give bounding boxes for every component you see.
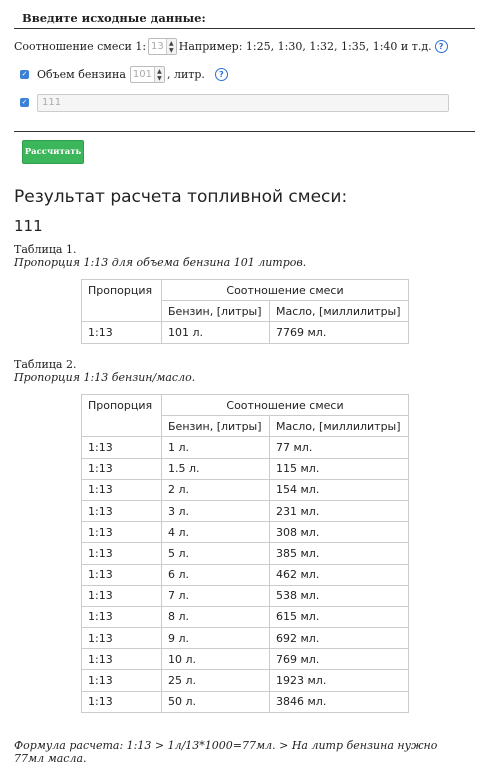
cell-petrol: 6 л. (162, 564, 270, 585)
table2-header-petrol: Бензин, [литры] (162, 416, 270, 437)
table2-header-mix: Соотношение смеси (162, 395, 409, 416)
cell-petrol: 50 л. (162, 691, 270, 712)
volume-label: Объем бензина (37, 68, 126, 81)
volume-unit: , литр. (166, 68, 205, 81)
cell-oil: 692 мл. (270, 628, 409, 649)
cell-oil: 7769 мл. (270, 322, 409, 343)
cell-proportion: 1:13 (82, 649, 162, 670)
cell-oil: 308 мл. (270, 522, 409, 543)
table2-header-oil: Масло, [миллилитры] (270, 416, 409, 437)
table-row (82, 649, 409, 670)
table2-caption (14, 358, 195, 384)
cell-oil: 115 мл. (270, 458, 409, 479)
cell-oil: 1923 мл. (270, 670, 409, 691)
cell-petrol: 4 л. (162, 522, 270, 543)
ratio-input[interactable] (148, 38, 177, 55)
table-row (82, 500, 409, 521)
extra-input[interactable]: 111 (37, 94, 449, 112)
ratio-value: 13 (151, 41, 164, 52)
volume-value: 101 (132, 69, 152, 80)
cell-petrol: 9 л. (162, 628, 270, 649)
table1-header-proportion: Пропорция (82, 280, 162, 322)
calculate-button[interactable]: Рассчитать (22, 140, 84, 164)
table-2 (81, 394, 409, 713)
result-subheading: 111 (14, 217, 43, 235)
ratio-example: Например: 1:25, 1:30, 1:32, 1:35, 1:40 и т.д. (178, 40, 432, 53)
result-heading: Результат расчета топливной смеси: (14, 187, 348, 207)
cell-proportion: 1:13 (82, 522, 162, 543)
ratio-row (14, 38, 448, 55)
spinner-arrows-icon[interactable]: ▲ ▼ (154, 67, 164, 82)
table-row (82, 522, 409, 543)
question-circle-icon[interactable]: ? (435, 40, 448, 53)
formula-text: Формула расчета: 1:13 > 1л/13*1000=77мл. > На литр бензина нужно 77мл масла. (14, 739, 438, 765)
table-row (82, 585, 409, 606)
table2-number: Таблица 2. (14, 358, 77, 371)
cell-oil: 77 мл. (270, 437, 409, 458)
volume-input[interactable] (130, 66, 165, 83)
table2-header-proportion: Пропорция (82, 395, 162, 437)
cell-proportion: 1:13 (82, 564, 162, 585)
cell-petrol: 5 л. (162, 543, 270, 564)
question-circle-icon[interactable]: ? (215, 68, 228, 81)
cell-petrol: 1 л. (162, 437, 270, 458)
table1-number: Таблица 1. (14, 243, 77, 256)
table-row (82, 628, 409, 649)
cell-oil: 231 мл. (270, 500, 409, 521)
table1-caption (14, 243, 306, 269)
table1-description: Пропорция 1:13 для объема бензина 101 литров. (14, 256, 307, 269)
cell-petrol: 8 л. (162, 606, 270, 627)
table-1 (81, 279, 409, 344)
table-row (82, 691, 409, 712)
spinner-arrows-icon[interactable]: ▲ ▼ (166, 39, 176, 54)
cell-proportion: 1:13 (82, 500, 162, 521)
cell-proportion: 1:13 (82, 458, 162, 479)
table-row (82, 437, 409, 458)
cell-proportion: 1:13 (82, 606, 162, 627)
cell-oil: 769 мл. (270, 649, 409, 670)
volume-checkbox[interactable]: ✓ (21, 70, 28, 78)
volume-row (14, 66, 228, 83)
cell-petrol: 25 л. (162, 670, 270, 691)
cell-oil: 385 мл. (270, 543, 409, 564)
table-row (82, 670, 409, 691)
form-title: Введите исходные данные: (22, 11, 206, 25)
cell-petrol: 7 л. (162, 585, 270, 606)
cell-petrol: 10 л. (162, 649, 270, 670)
table2-description: Пропорция 1:13 бензин/масло. (14, 371, 196, 384)
cell-petrol: 3 л. (162, 500, 270, 521)
top-divider (14, 28, 475, 29)
cell-petrol: 1.5 л. (162, 458, 270, 479)
table1-header-oil: Масло, [миллилитры] (270, 301, 409, 322)
cell-oil: 3846 мл. (270, 691, 409, 712)
cell-proportion: 1:13 (82, 437, 162, 458)
table-row (82, 479, 409, 500)
table-row (82, 543, 409, 564)
cell-proportion: 1:13 (82, 479, 162, 500)
cell-oil: 615 мл. (270, 606, 409, 627)
table1-header-petrol: Бензин, [литры] (162, 301, 270, 322)
cell-petrol: 101 л. (162, 322, 270, 343)
cell-proportion: 1:13 (82, 585, 162, 606)
extra-checkbox[interactable]: ✓ (21, 98, 28, 106)
cell-proportion: 1:13 (82, 691, 162, 712)
cell-oil: 154 мл. (270, 479, 409, 500)
cell-proportion: 1:13 (82, 322, 162, 343)
cell-oil: 538 мл. (270, 585, 409, 606)
table-row (82, 564, 409, 585)
bottom-divider (14, 131, 475, 132)
cell-oil: 462 мл. (270, 564, 409, 585)
cell-proportion: 1:13 (82, 670, 162, 691)
table-row (82, 322, 409, 343)
cell-proportion: 1:13 (82, 543, 162, 564)
ratio-label: Соотношение смеси 1: (14, 40, 147, 53)
table-row (82, 606, 409, 627)
table1-header-mix: Соотношение смеси (162, 280, 409, 301)
cell-petrol: 2 л. (162, 479, 270, 500)
table-row (82, 458, 409, 479)
cell-proportion: 1:13 (82, 628, 162, 649)
